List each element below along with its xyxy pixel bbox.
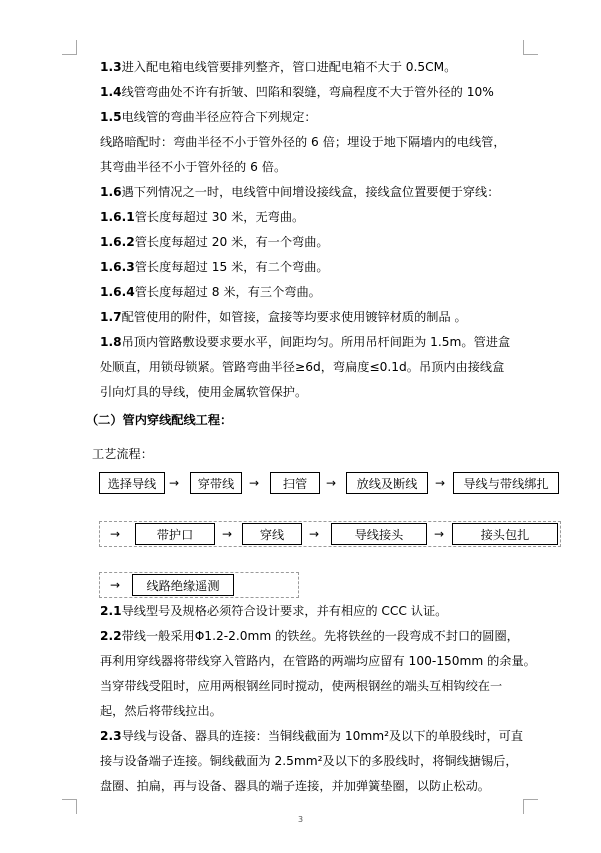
para-line: 其弯曲半径不小于管外径的 6 倍。 (100, 160, 287, 174)
flow-step-bind-wire: 导线与带线绑扎 (453, 472, 559, 494)
para-line: 1.7配管使用的附件，如管接，盒接等均要求使用镀锌材质的制品 。 (100, 310, 467, 324)
para-line: 当穿带线受阻时，应用两根钢丝同时搅动，使两根钢丝的端头互相钩绞在一 (100, 679, 503, 693)
section-heading: （二）管内穿线配线工程： (86, 413, 233, 427)
para-line: 2.2带线一般采用Φ1.2-2.0mm 的铁丝。先将铁丝的一段弯成不封口的圆圈， (100, 629, 519, 643)
flow-arrow: → (326, 476, 337, 490)
crop-mark-top-right (523, 40, 538, 55)
flow-step-lay-and-cut: 放线及断线 (346, 472, 428, 494)
para-line: 1.6.2管长度每超过 20 米，有一个弯曲。 (100, 235, 329, 249)
para-line: 再利用穿线器将带线穿入管路内，在管路的两端均应留有 100-150mm 的余量。 (100, 654, 536, 668)
flow-step-wrap-joint: 接头包扎 (452, 523, 558, 545)
flow-step-select-wire: 选择导线 (99, 472, 165, 494)
flow-arrow: → (222, 527, 233, 541)
flow-label: 工艺流程： (92, 447, 153, 461)
flow-arrow: → (434, 527, 445, 541)
para-line: 2.3导线与设备、器具的连接：当铜线截面为 10mm²及以下的单股线时，可直 (100, 729, 524, 743)
para-line: 线路暗配时：弯曲半径不小于管外径的 6 倍；埋设于地下隔墙内的电线管， (100, 135, 506, 149)
para-line: 1.6.4管长度每超过 8 米，有三个弯曲。 (100, 285, 321, 299)
flow-step-wire-joint: 导线接头 (331, 523, 427, 545)
para-line: 1.8吊顶内管路敷设要求要水平，间距均匀。所用吊杆间距为 1.5m。管进盒 (100, 335, 511, 349)
crop-mark-bottom-right (523, 799, 538, 814)
para-line: 起，然后将带线拉出。 (100, 704, 222, 718)
flow-step-clean-pipe: 扫管 (270, 472, 320, 494)
flow-arrow: → (249, 476, 260, 490)
para-line: 1.5电线管的弯曲半径应符合下列规定： (100, 110, 317, 124)
para-line: 盘圈、拍扁，再与设备、器具的端子连接，并加弹簧垫圈，以防止松动。 (100, 779, 490, 793)
para-line: 1.6遇下列情况之一时，电线管中间增设接线盒，接线盒位置要便于穿线： (100, 185, 500, 199)
flow-step-protect-mouth: 带护口 (135, 523, 215, 545)
flow-arrow: → (435, 476, 446, 490)
flow-step-thread-wire: 穿线 (242, 523, 302, 545)
flow-arrow: → (309, 527, 320, 541)
para-line: 2.1导线型号及规格必须符合设计要求，并有相应的 CCC 认证。 (100, 604, 448, 618)
para-line: 1.6.3管长度每超过 15 米，有二个弯曲。 (100, 260, 329, 274)
page-number: 3 (297, 815, 304, 824)
crop-mark-bottom-left (62, 799, 77, 814)
para-line: 处顺直，用锁母锁紧。管路弯曲半径≥6d，弯扁度≤0.1d。吊顶内由接线盒 (100, 360, 505, 374)
flow-arrow: → (110, 578, 121, 592)
flow-step-insulation-test: 线路绝缘遥测 (132, 574, 234, 596)
flow-step-pull-line: 穿带线 (190, 472, 242, 494)
crop-mark-top-left (62, 40, 77, 55)
para-line: 接与设备端子连接。铜线截面为 2.5mm²及以下的多股线时，将铜线搪锡后， (100, 754, 518, 768)
para-line: 1.3进入配电箱电线管要排列整齐，管口进配电箱不大于 0.5CM。 (100, 60, 457, 74)
flow-arrow: → (169, 476, 180, 490)
flow-arrow: → (110, 527, 121, 541)
para-line: 1.6.1管长度每超过 30 米，无弯曲。 (100, 210, 305, 224)
para-line: 1.4线管弯曲处不许有折皱、凹陷和裂缝，弯扁程度不大于管外径的 10% (100, 85, 494, 99)
para-line: 引向灯具的导线，使用金属软管保护。 (100, 385, 308, 399)
